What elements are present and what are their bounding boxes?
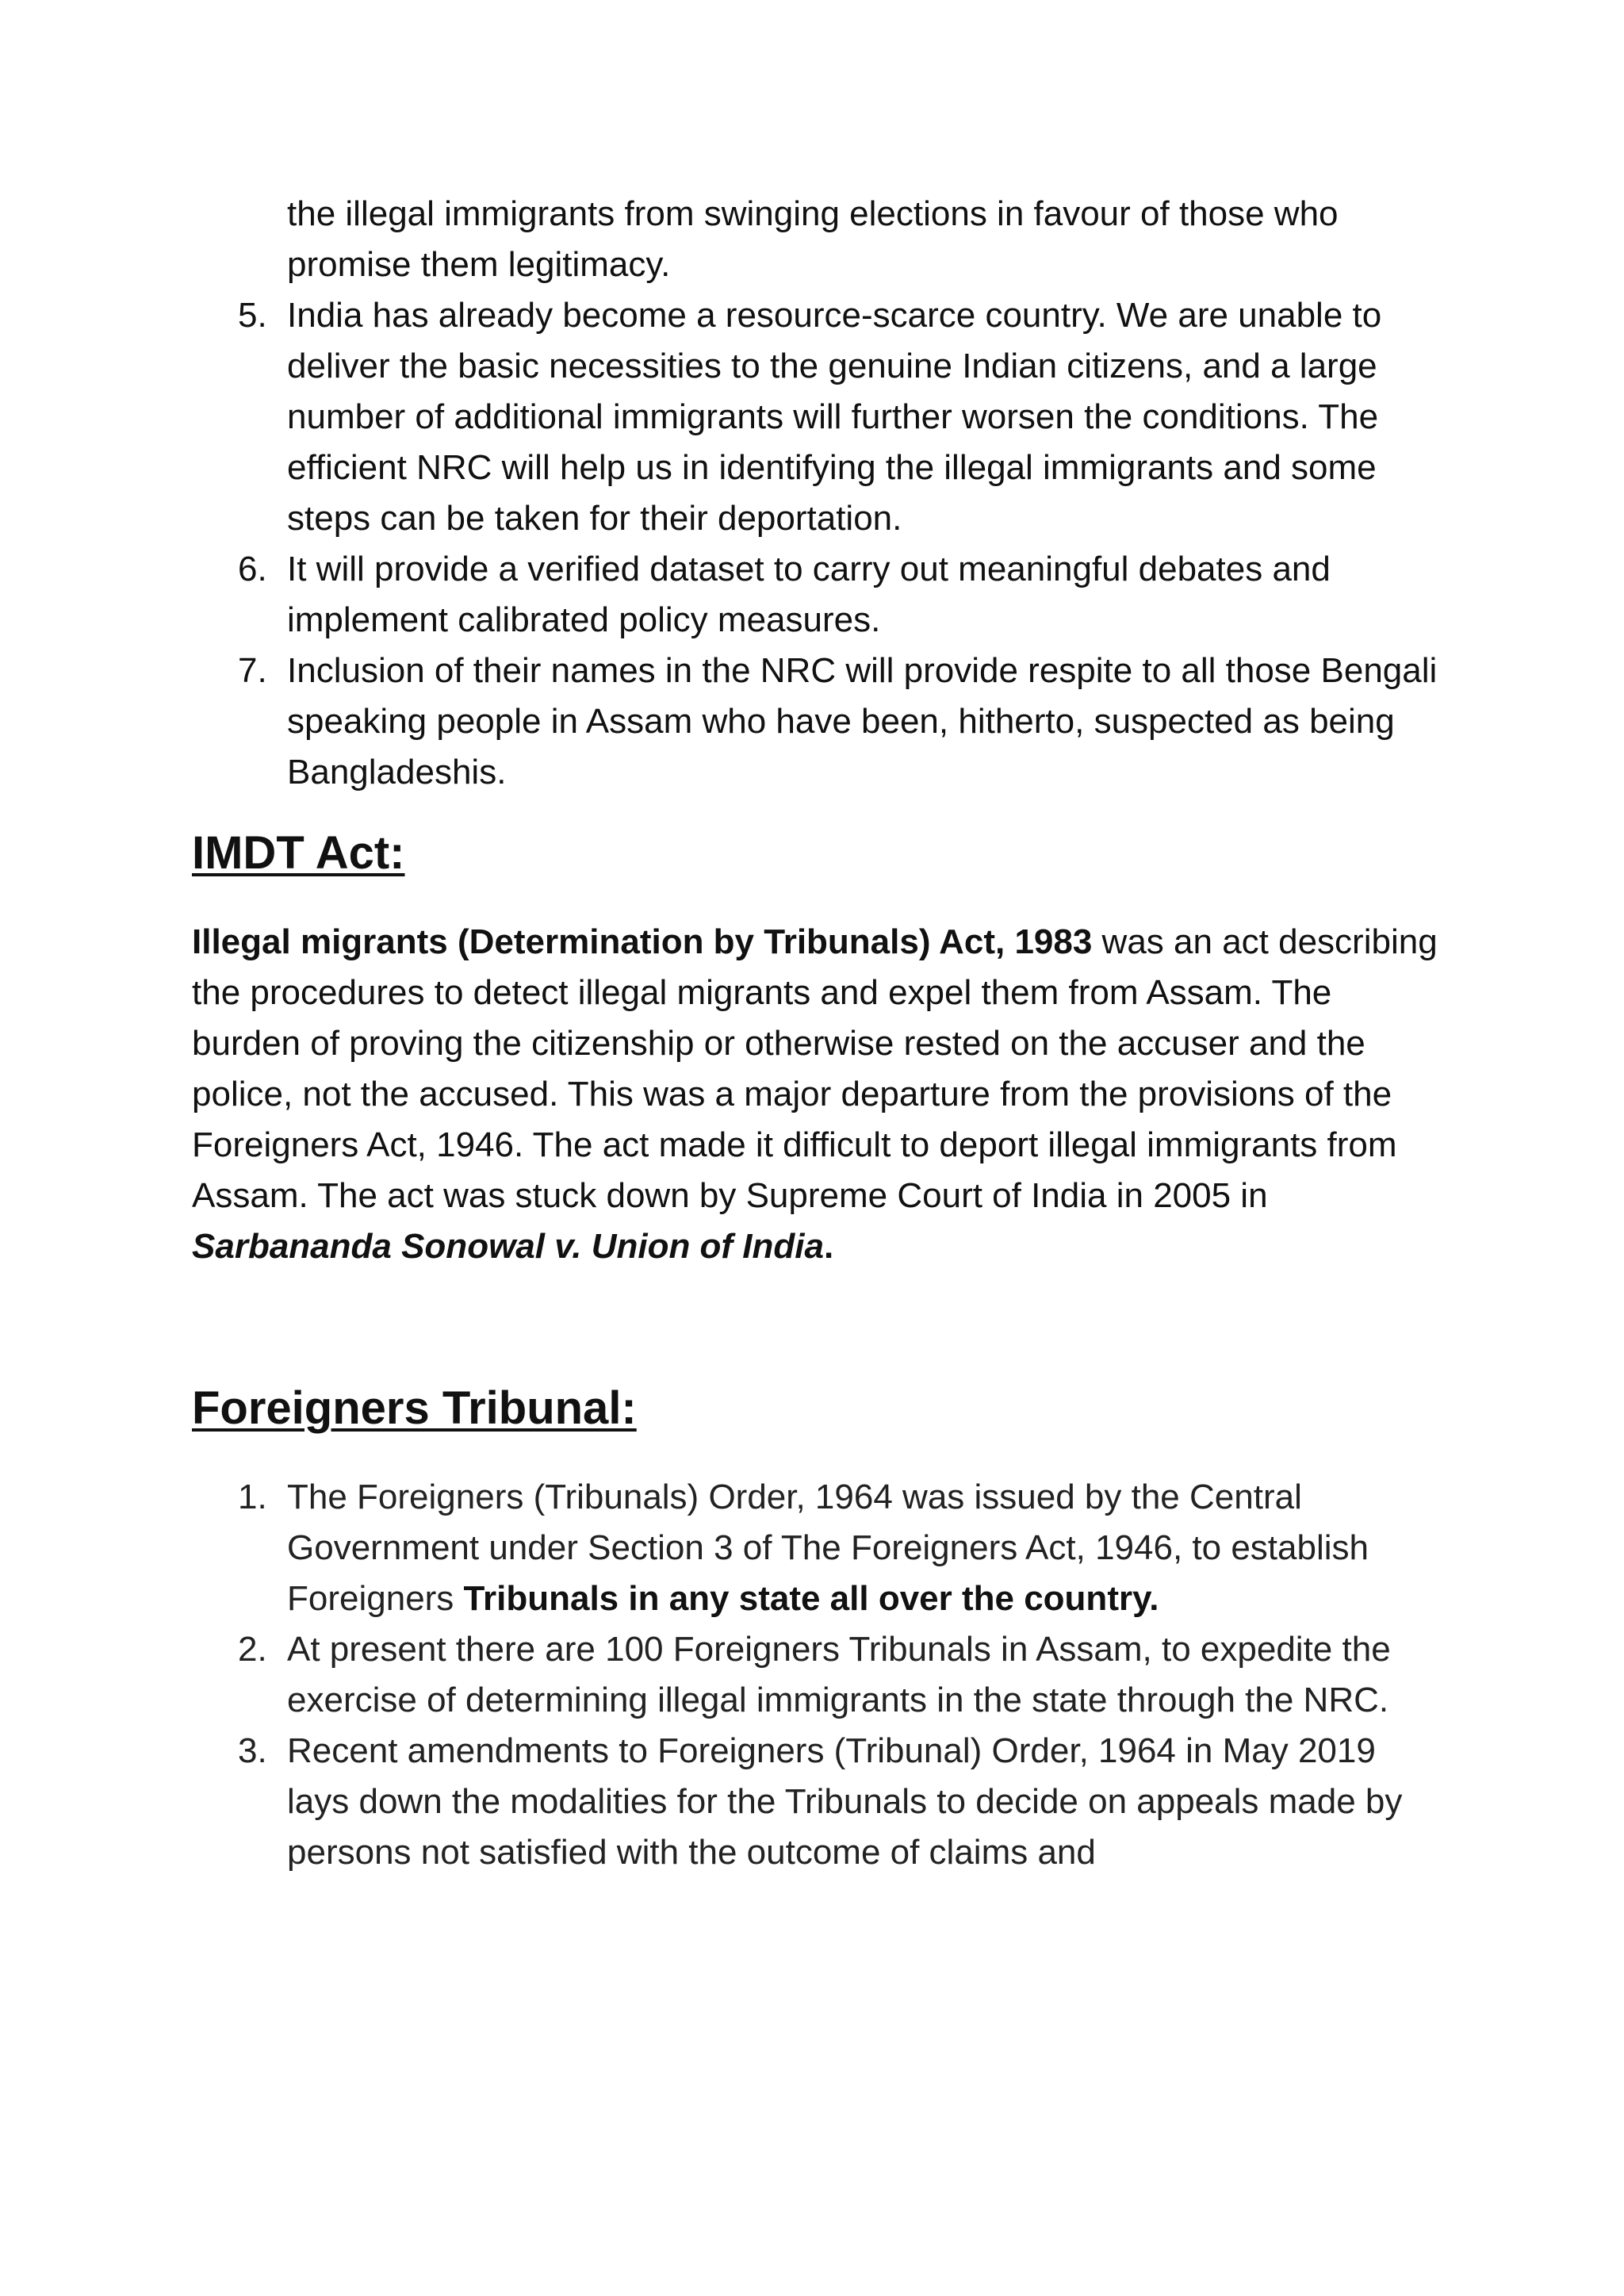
continued-list-item-text: the illegal immigrants from swinging elections in favour of those who promise them legitimacy. [287,194,1339,284]
imdt-paragraph [192,917,1445,1272]
imdt-body-text: was an act describing the procedures to detect illegal migrants and expel them from Assam. The burden of proving the citizenship or otherwise rested on the accuser and the police, not the accused. This was a major departure from the provisions of the Foreigners Act, 1946. The act made it difficult to deport illegal immigrants from Assam. The act was stuck down by Supreme Court of India in 2005 in [192,922,1438,1215]
foreigners-tribunal-list [192,1472,1445,1878]
list-item [192,290,1445,544]
page-content [192,189,1445,1878]
list-item-number: 5. [238,296,267,335]
list-item [192,646,1445,798]
case-name-period: . [823,1227,834,1266]
list-item-text: It will provide a verified dataset to carry out meaningful debates and implement calibrated policy measures. [287,550,1331,639]
imdt-act-name: Illegal migrants (Determination by Tribunals) Act, 1983 [192,922,1093,961]
reasons-list [192,290,1445,798]
list-item-bold-text: Tribunals in any state all over the country. [463,1579,1159,1618]
list-item [192,1472,1445,1624]
list-item-text: India has already become a resource-scarce country. We are unable to deliver the basic necessities to the genuine Indian citizens, and a large number of additional immigrants will further worsen the conditions. The efficient NRC will help us in identifying the illegal immigrants and some steps can be taken for their deportation. [287,296,1382,538]
list-item [192,1726,1445,1878]
case-name: Sarbananda Sonowal v. Union of India [192,1227,824,1266]
list-item-number: 3. [238,1731,267,1770]
list-item [192,1624,1445,1726]
list-item-number: 1. [238,1478,267,1516]
list-item-text: Recent amendments to Foreigners (Tribunal) Order, 1964 in May 2019 lays down the modalities for the Tribunals to decide on appeals made by persons not satisfied with the outcome of claims and [287,1731,1403,1872]
list-item-text: The Foreigners (Tribunals) Order, 1964 was issued by the Central Government under Section 3 of The Foreigners Act, 1946, to establish Foreigners [287,1478,1369,1618]
list-item [192,544,1445,646]
imdt-heading: IMDT Act: [192,827,405,879]
list-item-number: 6. [238,550,267,588]
list-item-number: 2. [238,1630,267,1669]
foreigners-tribunal-heading: Foreigners Tribunal: [192,1382,637,1434]
list-item-number: 7. [238,651,267,690]
list-item-text: Inclusion of their names in the NRC will provide respite to all those Bengali speaking people in Assam who have been, hitherto, suspected as being Bangladeshis. [287,651,1438,792]
list-item-text: At present there are 100 Foreigners Tribunals in Assam, to expedite the exercise of determining illegal immigrants in the state through the NRC. [287,1630,1391,1719]
